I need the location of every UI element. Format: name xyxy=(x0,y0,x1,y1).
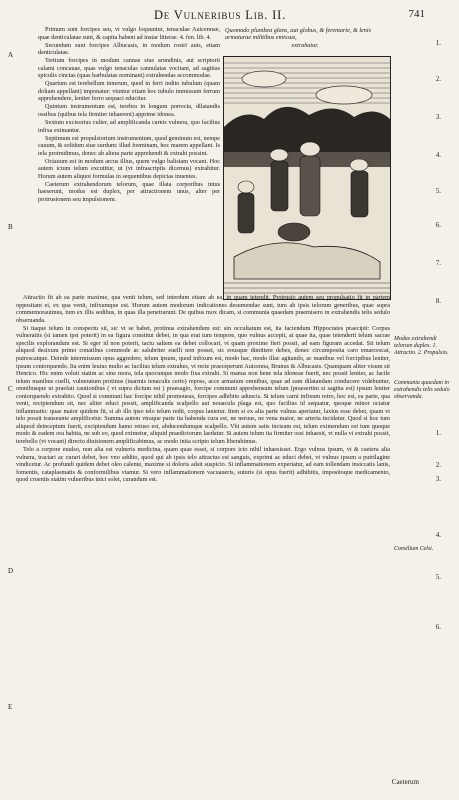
left-paragraph: Caeterum extrahendorum telorum, quae illata corporibus intus haeserunt, modus est duplex, per attractionem unus, alter per protrusionem seu impulsionem. xyxy=(38,180,220,204)
body-paragraph: Si itaque telum in conspectu sit, sic vt se habet, protinus extrahendum est: sin occultatum est, ita faciendum Hippocrates praecipit: Corpus vulneratiis (si tamen ipsi poterit) in ea figura constitui debet, in qua erat tum tempore, quo vulnus accepit, at quae ita, quae tetenderit telum sacrae specilis explorandum est. Si eger id non poterit, tactu saltem ea debet collocari, vt quam proxime fieri possit, ad eam figuram accedat. Sit telum aliquod desixum primo conatibus commode ac salubriter euelli non posset, sic eousque dimittere debes, donec circumposita caro emarcescat, putrescatque. Deinde intermissum opus aggredere, telum ipsum, quod infixum est, modo hac, modo illac agitando, ac manibus vel forcipibus leniter, ipsum contorquendo. Ita enim leuius multo ac facilius telum extrahes, vt recte praeceperunt Auicenna, Brunus & Albucasis. Quanquam aliter visum sit Henrico. Hic enim voluit statim ac sine mora, tela quocunque modo fixa extrahi. Si manus non bene tela idoneae fuerit, nec possit leniter, ac facile telum manibus cuelli, vulneratum protinus (inarmis tenaculis certo) reposs, acce armatum omnibus, quae ad eam dilatandam conducere videbuntur, omnibusque ut praefati cautionibus ( vt supra dictum est ) praesagio, forcipe communi apprehensum telum (praesertim si sagitta est) ipsum leniter contorquendo extrahito. Quod si communi hac forcipe nihil promoueas, forcipes adhibito aduncis. Si telum carni infixum retro, hoc est, ea parte, qua venit, recipiendum sit, nec aliter educi possit, amplificanda scalpello aut nouacula plaga est, quo facilius id sequatur, quoque minor ociatur inflammatio: quae maior quidem fit, si ab illo ipso telo telum redit, corpus lanietur. Item si ex alia parte vulnus aperiatur, laxius esse debet, quam vt telo possit transeunte amplificetur. Summa autem vtraque parte ita habenda cura est, ne neruus, ne vena maior, ne arteria incidatur. Quod si hoc tum aliquod deinceptum fuerit, excipiendum hamo retuso est, abducendumque scalpello. Vbi autem satis incisum est, telum eximendum est tum quoque modo & eadem ora habita, ne sub eo, quod eximetur, aliquid praedictorum laedatur. Si autem telum ita firmiter ossi inhaesit, vt nulla vi extrahi possit, terebello (vt vocant) directo diuisionem amplificabimus, ac modo inita scripto telum liberabimus. xyxy=(16,324,390,445)
side-note-modus: Modus extrahendi telorum duplex. 1. Attractio. 2. Propulsio. xyxy=(394,336,449,356)
woodcut-illustration xyxy=(223,56,391,300)
margin-number: 6. xyxy=(435,624,441,631)
margin-number: 5. xyxy=(435,188,441,195)
margin-letter: A xyxy=(8,51,14,59)
body-paragraph: Telo a corpore euulso, non alia est vulneris medicina, quam quae esset, si corpore icto nihil inhaesisset. Ergo vulnus ipsum, vt & caetera alia vulnera, tractari ac curari debet, hoc vno addito, quod qui ab ipsis telo attractus est sanguis, exprimi ac educi debet, vt vulnus ipsum a putrilagine vindicetur. Ac profundi quidem debet oleo calente, maxime si doloris adsit suspicio. Si inflammationem experiatur, ad eam tollendam insiccatis lanis, fomentis, cataplasmatis & conformilibus vtamur. Si vero inflammationem vacuaueris, suturis (si opus fuerit) adhibitis, impositoque medicamento, quod cruentis statim vulneribus inici solet, curandum est. xyxy=(16,446,390,484)
left-paragraph: Secundum sunt forcipes Albucasis, in modum rostri auis, etiam denticulatae. xyxy=(38,41,220,57)
woodcut-image xyxy=(224,57,390,299)
left-paragraph: Tertium forcipes in modum cannae siue arundinis, aut scriptorii calami concauae, quas vulgo tenaculas cannulatas vocitant, ad sagittas spiculis cinctas (quas barbulatas nominant) extrahendas accommodae. xyxy=(38,57,220,80)
body-text xyxy=(16,294,390,484)
margin-letter: C xyxy=(8,385,13,393)
running-head: De Vulneribus Lib. II. xyxy=(153,8,286,22)
margin-number: 8. xyxy=(435,298,441,305)
margin-number: 4. xyxy=(435,532,441,539)
figure-caption-text: Quomodo plumbea glans, aut globus, & ferentarie, & lenis armaturae militibus emissus, xyxy=(225,27,372,42)
side-note-communia: Communia quaedam in extrahendis telis sedulo observanda. xyxy=(394,380,450,400)
margin-number: 3. xyxy=(435,476,441,483)
margin-letter: D xyxy=(8,567,14,575)
left-paragraph: Sextum excisorius culter, ad amplificanda carnis vulnera, quo facilius infixa eximantur. xyxy=(38,119,220,134)
left-paragraph: Quintum instrumentum est, terebra in longum porrecta, dilatandis ossibus (quibus tela firmiter inhaerent) apprime idonea. xyxy=(38,103,220,119)
side-note-consilium: Consilium Celsi. xyxy=(394,546,434,552)
left-paragraph: Primum sunt forcipes seu, vt vulgo loquuntur, tenaculae Auicennae, quae denticulatae sunt, & capita habent ad instar litterae. 4. fen. lib. 4. xyxy=(38,26,220,41)
margin-number: 7. xyxy=(435,260,441,267)
margin-number: 2. xyxy=(435,462,441,469)
margin-number: 6. xyxy=(435,222,441,229)
margin-number: 1. xyxy=(435,430,441,437)
margin-number: 4. xyxy=(435,152,441,159)
catchword: Caeterum xyxy=(391,778,419,786)
margin-letter: E xyxy=(8,703,13,711)
margin-letter: B xyxy=(8,223,13,231)
body-paragraph: Attractio fit ab ea parte maxime, qua venit telum, sed interdum etiam ab ea, in quam tetendit. Protrusio autem seu propulsatio fit in partem oppositam ei, ex qua venit, infixumque est. Horum autem modorum indicationes desumendae sunt, tum ab ipsis telorum generibus, quae supra commemorauimus, tum ex illis sedibus, in quas illa penetrarunt. De quibus mox dicam, si communia quaedam praemisero in extrahendis telis sedulo obseruanda. xyxy=(16,294,390,324)
left-paragraph: Septimum est propulsiorium instrumentum, quod geminum est, nempe cauum, & solidum siue surdum: illud foeminam, hoc marem appellant. Is tela protrudimus, donec ab altera parte apprehendi & extrahi possint. xyxy=(38,134,220,157)
margin-number: 5. xyxy=(435,574,441,581)
page-number: 741 xyxy=(408,8,425,20)
left-column xyxy=(38,26,220,204)
left-paragraph: Quartum est terebellum innerum, quod in ferri indito tubulum (quam doliam appellant) imponatur: vtuntur etiam hoc tubulo immissum ferrum apprehendere, leniter ferro sequaci educitur. xyxy=(38,80,220,103)
margin-number: 2. xyxy=(435,76,441,83)
left-paragraph: Octauum est in modum arcus illius, quem vulgo balistam vocant. Hoc autem ictum telum excutitur, ut (vt infrascriptis dicemus) extrahitur. Horum autem aliquot formulas in sequentibus depictas inuenies. xyxy=(38,157,220,180)
figure-caption xyxy=(225,27,385,49)
figure-caption-end: extrahatur. xyxy=(291,41,319,49)
margin-number: 1. xyxy=(435,40,441,47)
margin-number: 3. xyxy=(435,114,441,121)
